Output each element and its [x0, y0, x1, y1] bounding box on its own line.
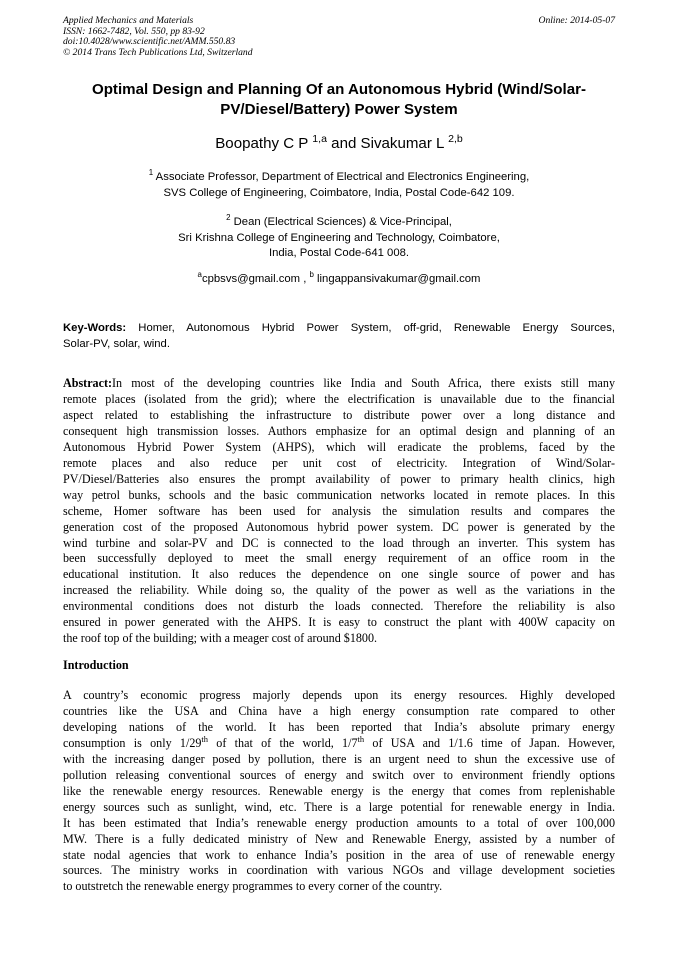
superscript-th: th — [201, 733, 209, 744]
intro-fraction-text: of that of the world, 1/7 — [208, 735, 358, 750]
intro-line: to outstretch the renewable energy programmes to every corner of the country. — [63, 879, 443, 894]
journal-doi: doi:10.4028/www.scientific.net/AMM.550.83 — [63, 36, 236, 48]
intro-line: developing nations of the world. It has been reported that India’s absolute primary energy — [63, 719, 615, 734]
affiliation-2-line-2: Sri Krishna College of Engineering and Technology, Coimbatore, — [178, 231, 500, 244]
abstract-line: the roof top of the building; with a meager cost of around $1800. — [63, 631, 378, 646]
abstract-line: Autonomous Hybrid Power System (AHPS), which will eradicate the problems, faced by the — [63, 439, 615, 454]
email-b: lingappansivakumar@gmail.com — [313, 273, 481, 285]
intro-line: state nodal agencies that work to enhance India’s position in the area of use of renewable energy — [63, 847, 615, 862]
author-1-affiliation-mark: 1,a — [312, 132, 327, 145]
intro-fraction-text: of USA and 1/1.6 time of Japan. However, — [364, 735, 616, 750]
intro-line: countries like the USA and China have a high energy consumption rate compared to other — [63, 703, 615, 718]
abstract-line: environmental conditions does not disturb the loads connected. Therefore the reliability is also — [63, 599, 615, 614]
abstract-label: Abstract: — [63, 376, 113, 390]
intro-line-with-fractions — [63, 733, 616, 752]
journal-header — [63, 16, 253, 58]
affiliation-1 — [63, 170, 615, 201]
online-date: Online: 2014-05-07 — [538, 15, 615, 26]
abstract-line: ensured in power generated with the AHPS. It is easy to construct the plant with 400W capacity on — [63, 615, 615, 630]
abstract-line: PV/Diesel/Batteries also ensures the prompt availability of power to primary health clinics, high — [63, 471, 615, 486]
keywords — [63, 320, 615, 352]
intro-fraction-text: consumption is only 1/29 — [63, 735, 202, 750]
abstract-line: generation cost of the proposed Autonomous hybrid power system. DC power is generated by the — [63, 519, 615, 534]
keywords-label: Key-Words: — [63, 322, 127, 334]
affiliation-2 — [63, 215, 615, 262]
section-heading-introduction: Introduction — [63, 658, 129, 672]
intro-line: A country’s economic progress majorly depends upon its energy resources. Highly developed — [63, 688, 615, 702]
intro-line: with the increasing danger posed by pollution, there is an urgent need to shun the excessive use of — [63, 751, 615, 766]
affiliation-1-line-1: Associate Professor, Department of Electrical and Electronics Engineering, — [153, 171, 530, 183]
paper-title-line-2: PV/Diesel/Battery) Power System — [220, 101, 458, 118]
email-a: cpbsvs@gmail.com , — [201, 273, 310, 285]
intro-line: It has been estimated that India’s renewable energy production amounts to a total of over 100,000 — [63, 815, 615, 830]
intro-line: like the renewable energy resources. Renewable energy is the energy that comes from replenishable — [63, 783, 615, 798]
abstract-line: educational institution. It also reduces the dependence on one single source of power and has — [63, 567, 615, 582]
introduction-paragraph — [63, 688, 615, 895]
keywords-line-2: Solar-PV, solar, wind. — [63, 338, 170, 351]
abstract-line: way petrol bunks, schools and the basic communication networks located in remote places. In this — [63, 487, 615, 502]
affiliation-2-line-1: Dean (Electrical Sciences) & Vice-Principal, — [230, 216, 452, 228]
author-2-affiliation-mark: 2,b — [448, 132, 463, 145]
journal-copyright: © 2014 Trans Tech Publications Ltd, Switzerland — [63, 46, 253, 58]
abstract-line: aspect related to establishing the infrastructure to distribute power over a long distance and — [63, 407, 615, 422]
intro-line: pollution releasing conventional sources of energy and switch over to environment friendly options — [63, 767, 615, 782]
paper-title-line-1: Optimal Design and Planning Of an Autonomous Hybrid (Wind/Solar- — [91, 81, 587, 98]
intro-line: sources. The ministry works in coordination with various NGOs and village development societies — [63, 863, 615, 878]
abstract-line: In most of the developing countries like India and South Africa, there exists still many — [112, 376, 615, 390]
journal-issn: ISSN: 1662-7482, Vol. 550, pp 83-92 — [63, 25, 205, 37]
author-emails — [63, 272, 615, 288]
abstract-line: been successfully deployed to meet the small energy requirement of an office room in the — [63, 551, 615, 566]
author-list — [63, 134, 615, 154]
abstract-line: consequent high transmission losses. Authors emphasize for an optimal design and planning of an — [63, 423, 615, 438]
email-a-mark: a — [197, 270, 202, 280]
email-b-mark: b — [309, 270, 314, 280]
keywords-line-1: Homer, Autonomous Hybrid Power System, off-grid, Renewable Energy Sources, — [126, 322, 615, 334]
affiliation-1-mark: 1 — [148, 168, 154, 178]
abstract-line: remote places and also reduce per unit cost of electricity. Integration of Wind/Solar- — [63, 455, 615, 470]
affiliation-1-line-2: SVS College of Engineering, Coimbatore, India, Postal Code-642 109. — [163, 186, 515, 199]
abstract-line: wind turbine and solar-PV and DC is connected to the load through an inverter. This system has — [63, 535, 615, 550]
author-2-name: and Sivakumar L — [326, 135, 449, 152]
superscript-th: th — [357, 733, 365, 744]
abstract-line: remote places (isolated from the grid); where the electrification is unavailable due to the financial — [63, 391, 615, 406]
paper-title — [63, 80, 615, 120]
intro-line: energy sources such as sunlight, wind, etc. There is a large potential for renewable energy in India. — [63, 799, 615, 814]
intro-line: MW. There is a fully dedicated ministry of New and Renewable Energy, assisted by a number of — [63, 831, 615, 846]
affiliation-2-line-3: India, Postal Code-641 008. — [268, 247, 410, 259]
abstract-line: scheme, Homer software has been used for analysis the simulation results and compares the — [63, 503, 615, 518]
abstract — [63, 376, 615, 647]
journal-name: Applied Mechanics and Materials — [63, 15, 194, 26]
author-1-name: Boopathy C P — [215, 135, 313, 152]
affiliation-2-mark: 2 — [226, 213, 231, 223]
abstract-line: increased the reliability. While doing so, the quality of the power as well as the variations in the — [63, 583, 615, 598]
